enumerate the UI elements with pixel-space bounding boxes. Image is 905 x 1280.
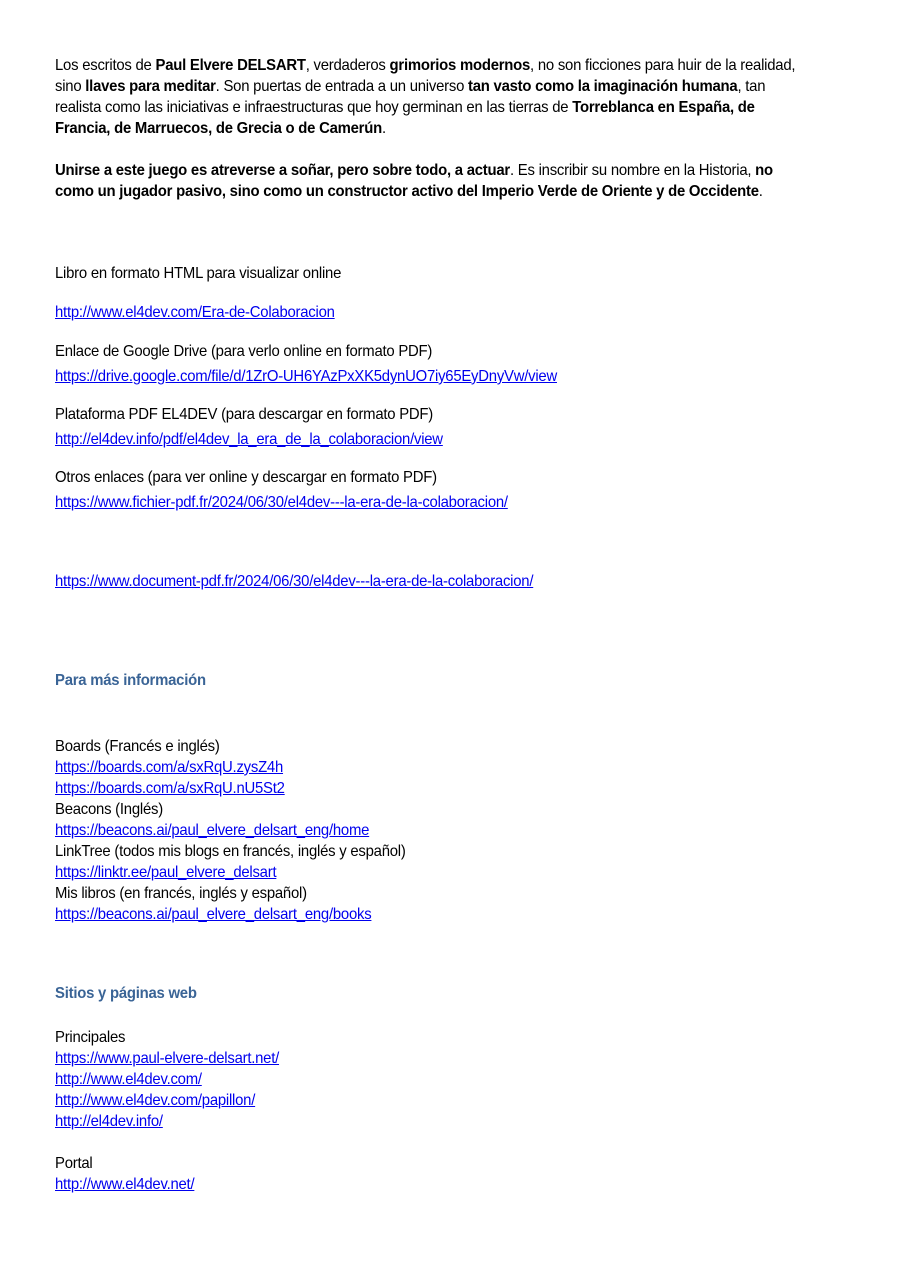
html-book-link[interactable]: http://www.el4dev.com/Era-de-Colaboracion — [55, 304, 335, 321]
text-run: . Son puertas de entrada a un universo — [215, 78, 469, 95]
text-run: , tan realista como las iniciativas e infraestructuras que hoy germinan en las tierras de — [55, 78, 766, 116]
drive-link[interactable]: https://drive.google.com/file/d/1ZrO-UH6YAzPxXK5dynUO7iy65EyDnyVw/view — [55, 368, 557, 385]
bold-text-run: grimorios modernos — [389, 57, 531, 74]
beacons-link[interactable]: https://beacons.ai/paul_elvere_delsart_eng/home — [55, 822, 370, 839]
beacons-label: Beacons (Inglés) — [55, 801, 163, 818]
text-run: . — [758, 183, 763, 200]
pdf-platform-link[interactable]: http://el4dev.info/pdf/el4dev_la_era_de_la_colaboracion/view — [55, 431, 443, 448]
main-site-link[interactable]: http://www.el4dev.com/ — [55, 1071, 202, 1088]
boards-link-1[interactable]: https://boards.com/a/sxRqU.zysZ4h — [55, 759, 284, 776]
text-run: . — [381, 120, 386, 137]
portal-link[interactable]: http://www.el4dev.net/ — [55, 1176, 195, 1193]
drive-label: Enlace de Google Drive (para verlo online en formato PDF) — [55, 343, 433, 360]
call-to-action-paragraph — [55, 160, 799, 202]
more-info-heading: Para más información — [55, 672, 206, 689]
text-run: . Es inscribir su nombre en la Historia, — [509, 162, 756, 179]
document-pdf-link[interactable]: https://www.document-pdf.fr/2024/06/30/el4dev---la-era-de-la-colaboracion/ — [55, 573, 534, 590]
bold-text-run: Torreblanca en España, de Francia, de Marruecos, de Grecia o de Camerún — [55, 99, 755, 137]
pdf-platform-label: Plataforma PDF EL4DEV (para descargar en formato PDF) — [55, 406, 434, 423]
other-links-label: Otros enlaces (para ver online y descargar en formato PDF) — [55, 469, 437, 486]
main-site-link[interactable]: http://www.el4dev.com/papillon/ — [55, 1092, 256, 1109]
linktree-label: LinkTree (todos mis blogs en francés, inglés y español) — [55, 843, 406, 860]
bold-text-run: llaves para meditar — [85, 78, 216, 95]
text-run: Los escritos de — [55, 57, 156, 74]
text-run: , verdaderos — [305, 57, 390, 74]
text-run: , no son ficciones para huir de la realidad, sino — [55, 57, 796, 95]
linktree-link[interactable]: https://linktr.ee/paul_elvere_delsart — [55, 864, 277, 881]
boards-link-2[interactable]: https://boards.com/a/sxRqU.nU5St2 — [55, 780, 285, 797]
sites-heading: Sitios y páginas web — [55, 985, 197, 1002]
books-label: Mis libros (en francés, inglés y español) — [55, 885, 307, 902]
portal-label: Portal — [55, 1155, 93, 1172]
fichier-pdf-link[interactable]: https://www.fichier-pdf.fr/2024/06/30/el4dev---la-era-de-la-colaboracion/ — [55, 494, 508, 511]
bold-text-run: no como un jugador pasivo, sino como un constructor activo del Imperio Verde de Oriente y de Occidente — [55, 162, 773, 200]
main-site-link[interactable]: http://el4dev.info/ — [55, 1113, 163, 1130]
bold-text-run: Unirse a este juego es atreverse a soñar, pero sobre todo, a actuar — [55, 162, 510, 179]
main-sites-label: Principales — [55, 1029, 126, 1046]
bold-text-run: Paul Elvere DELSART — [155, 57, 306, 74]
books-link[interactable]: https://beacons.ai/paul_elvere_delsart_eng/books — [55, 906, 372, 923]
intro-paragraph — [55, 55, 799, 139]
html-book-label: Libro en formato HTML para visualizar online — [55, 265, 342, 282]
main-site-link[interactable]: https://www.paul-elvere-delsart.net/ — [55, 1050, 280, 1067]
boards-label: Boards (Francés e inglés) — [55, 738, 220, 755]
bold-text-run: tan vasto como la imaginación humana — [468, 78, 738, 95]
